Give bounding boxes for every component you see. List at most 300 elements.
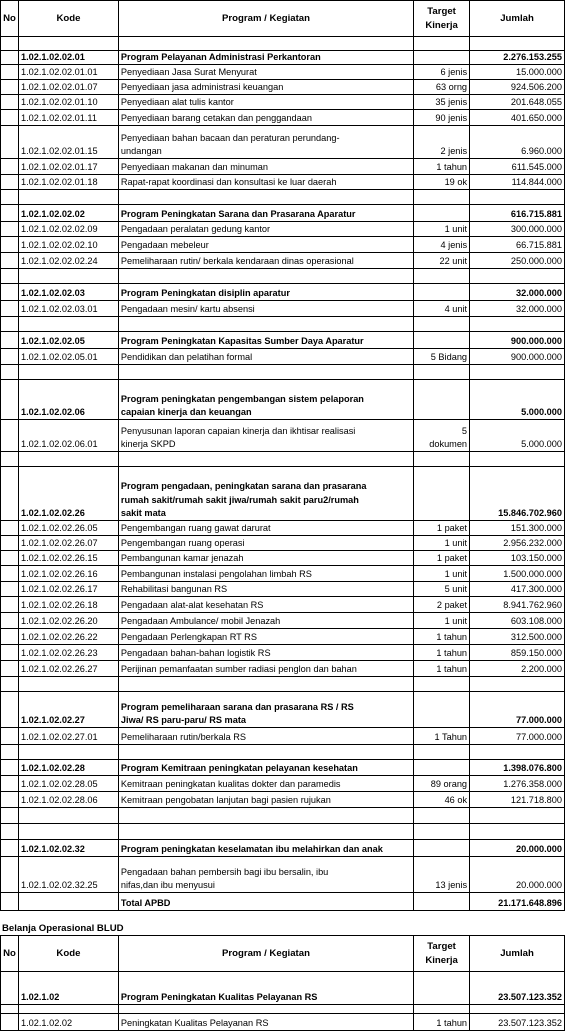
cell-no: [1, 37, 19, 51]
activity-row: [1, 126, 565, 159]
activity-row: [1, 349, 565, 365]
cell-jumlah: 900.000.000: [470, 349, 565, 365]
activity-row: [1, 317, 565, 332]
cell-kode: 1.02.1.02.02.06.01: [18, 420, 118, 452]
cell-program: Program Peningkatan Kualitas Pelayanan RS: [118, 972, 413, 1005]
cell-kode: 1.02.1.02.02.02: [18, 205, 118, 222]
cell-no: [1, 110, 19, 126]
cell-target: 2 jenis: [414, 126, 470, 159]
program-row: [1, 893, 565, 911]
cell-jumlah: [470, 824, 565, 840]
cell-target: 90 jenis: [414, 110, 470, 126]
cell-jumlah: 6.960.000: [470, 126, 565, 159]
cell-target: [414, 190, 470, 205]
cell-target: [414, 824, 470, 840]
cell-kode: [18, 824, 118, 840]
cell-target: 1 paket: [414, 551, 470, 566]
cell-program: Pengadaan Ambulance/ mobil Jenazah: [118, 613, 413, 629]
cell-kode: 1.02.1.02.02.27.01: [18, 728, 118, 745]
cell-jumlah: 8.941.762.960: [470, 597, 565, 613]
cell-no: [1, 380, 19, 420]
cell-kode: 1.02.1.02.02.26.20: [18, 613, 118, 629]
activity-row: [1, 80, 565, 95]
cell-program: Program peningkatan keselamatan ibu melahirkan dan anak: [118, 840, 413, 857]
cell-jumlah: 32.000.000: [470, 301, 565, 317]
activity-row: [1, 776, 565, 792]
cell-kode: [18, 452, 118, 467]
cell-jumlah: [470, 677, 565, 692]
activity-row: [1, 677, 565, 692]
cell-no: [1, 1005, 19, 1014]
cell-jumlah: 401.650.000: [470, 110, 565, 126]
cell-kode: 1.02.1.02.02.05: [18, 332, 118, 349]
cell-program: Pengembangan ruang operasi: [118, 536, 413, 551]
cell-target: [414, 745, 470, 760]
cell-program: Rehabilitasi bangunan RS: [118, 582, 413, 597]
cell-jumlah: 1.398.076.800: [470, 760, 565, 776]
cell-kode: 1.02.1.02.02: [18, 1014, 118, 1031]
activity-row: [1, 745, 565, 760]
cell-jumlah: [470, 1005, 565, 1014]
cell-kode: 1.02.1.02.02.01.15: [18, 126, 118, 159]
cell-no: [1, 349, 19, 365]
cell-no: [1, 582, 19, 597]
header-target: Target Kinerja: [414, 1, 470, 37]
cell-target: [414, 51, 470, 65]
cell-no: [1, 284, 19, 301]
cell-program: [118, 317, 413, 332]
cell-jumlah: 5.000.000: [470, 420, 565, 452]
header-program: Program / Kegiatan: [118, 1, 413, 37]
cell-kode: [18, 365, 118, 380]
cell-jumlah: 900.000.000: [470, 332, 565, 349]
cell-kode: 1.02.1.02.02.02.10: [18, 237, 118, 253]
cell-no: [1, 332, 19, 349]
cell-no: [1, 629, 19, 645]
cell-no: [1, 728, 19, 745]
cell-jumlah: 151.300.000: [470, 521, 565, 536]
cell-program: Kemitraan peningkatan kualitas dokter dan paramedis: [118, 776, 413, 792]
cell-program: Penyediaan Jasa Surat Menyurat: [118, 65, 413, 80]
cell-jumlah: [470, 317, 565, 332]
cell-jumlah: 23.507.123.352: [470, 972, 565, 1005]
cell-no: [1, 269, 19, 284]
cell-kode: 1.02.1.02.02.01: [18, 51, 118, 65]
cell-no: [1, 692, 19, 728]
activity-row: [1, 629, 565, 645]
header-row: [1, 936, 565, 972]
cell-jumlah: 77.000.000: [470, 728, 565, 745]
cell-no: [1, 420, 19, 452]
cell-jumlah: 121.718.800: [470, 792, 565, 808]
program-row: [1, 332, 565, 349]
cell-kode: 1.02.1.02.02.03.01: [18, 301, 118, 317]
cell-program: Pengadaan peralatan gedung kantor: [118, 222, 413, 237]
cell-target: [414, 840, 470, 857]
cell-kode: 1.02.1.02: [18, 972, 118, 1005]
activity-row: [1, 551, 565, 566]
cell-no: [1, 301, 19, 317]
activity-row: [1, 1014, 565, 1031]
cell-jumlah: 77.000.000: [470, 692, 565, 728]
cell-kode: 1.02.1.02.02.26.22: [18, 629, 118, 645]
cell-no: [1, 51, 19, 65]
cell-jumlah: 616.715.881: [470, 205, 565, 222]
cell-kode: 1.02.1.02.02.06: [18, 380, 118, 420]
cell-target: 5 Bidang: [414, 349, 470, 365]
cell-no: [1, 80, 19, 95]
activity-row: [1, 808, 565, 824]
cell-program: Pengadaan alat-alat kesehatan RS: [118, 597, 413, 613]
cell-kode: 1.02.1.02.02.26.16: [18, 566, 118, 582]
cell-no: [1, 745, 19, 760]
cell-jumlah: 2.956.232.000: [470, 536, 565, 551]
cell-target: 5 unit: [414, 582, 470, 597]
activity-row: [1, 253, 565, 269]
cell-target: [414, 317, 470, 332]
cell-program: Pengadaan Perlengkapan RT RS: [118, 629, 413, 645]
cell-no: [1, 317, 19, 332]
cell-no: [1, 840, 19, 857]
cell-jumlah: [470, 37, 565, 51]
cell-jumlah: 114.844.000: [470, 175, 565, 190]
cell-target: 1 tahun: [414, 645, 470, 661]
cell-target: [414, 760, 470, 776]
activity-row: [1, 613, 565, 629]
cell-kode: 1.02.1.02.02.02.24: [18, 253, 118, 269]
program-row: [1, 284, 565, 301]
cell-target: 1 unit: [414, 566, 470, 582]
cell-target: 35 jenis: [414, 95, 470, 110]
cell-jumlah: 201.648.055: [470, 95, 565, 110]
cell-kode: [18, 37, 118, 51]
cell-kode: 1.02.1.02.02.01.10: [18, 95, 118, 110]
cell-jumlah: [470, 269, 565, 284]
cell-jumlah: 417.300.000: [470, 582, 565, 597]
cell-jumlah: [470, 365, 565, 380]
cell-jumlah: 611.545.000: [470, 159, 565, 175]
cell-kode: 1.02.1.02.02.26.07: [18, 536, 118, 551]
cell-no: [1, 972, 19, 1005]
cell-target: [414, 1005, 470, 1014]
cell-program: Rapat-rapat koordinasi dan konsultasi ke luar daerah: [118, 175, 413, 190]
cell-no: [1, 1014, 19, 1031]
activity-row: [1, 65, 565, 80]
cell-target: 4 unit: [414, 301, 470, 317]
cell-program: Total APBD: [118, 893, 413, 911]
cell-target: 22 unit: [414, 253, 470, 269]
program-row: [1, 205, 565, 222]
cell-no: [1, 467, 19, 521]
cell-kode: 1.02.1.02.02.32.25: [18, 857, 118, 893]
cell-kode: 1.02.1.02.02.26.15: [18, 551, 118, 566]
section-title-blud: Belanja Operasional BLUD: [2, 923, 124, 934]
cell-no: [1, 893, 19, 911]
cell-no: [1, 95, 19, 110]
cell-kode: 1.02.1.02.02.01.18: [18, 175, 118, 190]
cell-program: Pengembangan ruang gawat darurat: [118, 521, 413, 536]
cell-program: Penyediaan bahan bacaan dan peraturan perundang- undangan: [118, 126, 413, 159]
cell-program: [118, 745, 413, 760]
cell-target: 13 jenis: [414, 857, 470, 893]
activity-row: [1, 597, 565, 613]
cell-program: Program pemeliharaan sarana dan prasarana RS / RS Jiwa/ RS paru-paru/ RS mata: [118, 692, 413, 728]
program-row: [1, 972, 565, 1005]
cell-target: [414, 808, 470, 824]
cell-no: [1, 159, 19, 175]
cell-program: Program Pelayanan Administrasi Perkantoran: [118, 51, 413, 65]
cell-kode: 1.02.1.02.02.32: [18, 840, 118, 857]
cell-kode: [18, 190, 118, 205]
cell-program: Program peningkatan pengembangan sistem pelaporan capaian kinerja dan keuangan: [118, 380, 413, 420]
activity-row: [1, 420, 565, 452]
cell-no: [1, 808, 19, 824]
header-no: No: [1, 1, 19, 37]
program-row: [1, 37, 565, 51]
cell-no: [1, 190, 19, 205]
cell-program: [118, 808, 413, 824]
header-jumlah: Jumlah: [470, 936, 565, 972]
cell-program: Pengadaan bahan pembersih bagi ibu bersalin, ibu nifas,dan ibu menyusui: [118, 857, 413, 893]
cell-jumlah: 66.715.881: [470, 237, 565, 253]
cell-target: 1 paket: [414, 521, 470, 536]
activity-row: [1, 175, 565, 190]
cell-program: [118, 190, 413, 205]
cell-no: [1, 824, 19, 840]
cell-jumlah: 2.276.153.255: [470, 51, 565, 65]
cell-kode: 1.02.1.02.02.28: [18, 760, 118, 776]
cell-no: [1, 645, 19, 661]
cell-program: Pemeliharaan rutin/berkala RS: [118, 728, 413, 745]
cell-kode: 1.02.1.02.02.01.01: [18, 65, 118, 80]
cell-kode: 1.02.1.02.02.02.09: [18, 222, 118, 237]
cell-target: [414, 37, 470, 51]
activity-row: [1, 190, 565, 205]
cell-program: Kemitraan pengobatan lanjutan bagi pasien rujukan: [118, 792, 413, 808]
cell-target: [414, 692, 470, 728]
cell-no: [1, 452, 19, 467]
cell-kode: 1.02.1.02.02.26.27: [18, 661, 118, 677]
cell-jumlah: [470, 190, 565, 205]
cell-jumlah: 2.200.000: [470, 661, 565, 677]
cell-jumlah: 924.506.200: [470, 80, 565, 95]
cell-target: 1 tahun: [414, 159, 470, 175]
cell-target: [414, 269, 470, 284]
cell-target: [414, 677, 470, 692]
cell-target: 46 ok: [414, 792, 470, 808]
activity-row: [1, 1005, 565, 1014]
cell-no: [1, 237, 19, 253]
cell-kode: 1.02.1.02.02.26.17: [18, 582, 118, 597]
activity-row: [1, 857, 565, 893]
cell-jumlah: 15.000.000: [470, 65, 565, 80]
cell-jumlah: [470, 452, 565, 467]
header-kode: Kode: [18, 1, 118, 37]
cell-target: 1 unit: [414, 536, 470, 551]
cell-target: 63 orng: [414, 80, 470, 95]
cell-target: 19 ok: [414, 175, 470, 190]
cell-target: 1 tahun: [414, 629, 470, 645]
cell-jumlah: 312.500.000: [470, 629, 565, 645]
cell-kode: 1.02.1.02.02.26.18: [18, 597, 118, 613]
cell-no: [1, 536, 19, 551]
cell-no: [1, 760, 19, 776]
cell-program: Penyediaan alat tulis kantor: [118, 95, 413, 110]
budget-table-blud: [0, 935, 565, 1031]
cell-no: [1, 792, 19, 808]
cell-jumlah: 250.000.000: [470, 253, 565, 269]
cell-target: [414, 467, 470, 521]
cell-no: [1, 65, 19, 80]
cell-no: [1, 126, 19, 159]
cell-program: [118, 452, 413, 467]
cell-program: Program Peningkatan Kapasitas Sumber Daya Aparatur: [118, 332, 413, 349]
cell-no: [1, 175, 19, 190]
cell-jumlah: 21.171.648.896: [470, 893, 565, 911]
program-row: [1, 380, 565, 420]
cell-no: [1, 551, 19, 566]
cell-program: Penyusunan laporan capaian kinerja dan ikhtisar realisasi kinerja SKPD: [118, 420, 413, 452]
cell-target: [414, 365, 470, 380]
cell-target: 2 paket: [414, 597, 470, 613]
cell-program: Pengadaan mesin/ kartu absensi: [118, 301, 413, 317]
program-row: [1, 840, 565, 857]
program-row: [1, 760, 565, 776]
cell-program: Pendidikan dan pelatihan formal: [118, 349, 413, 365]
cell-no: [1, 365, 19, 380]
cell-jumlah: 23.507.123.352: [470, 1014, 565, 1031]
header-row: [1, 1, 565, 37]
cell-no: [1, 253, 19, 269]
header-jumlah: Jumlah: [470, 1, 565, 37]
cell-kode: [18, 745, 118, 760]
cell-kode: [18, 808, 118, 824]
cell-kode: 1.02.1.02.02.26: [18, 467, 118, 521]
cell-program: Program pengadaan, peningkatan sarana dan prasarana rumah sakit/rumah sakit jiwa/rumah sakit paru2/rumah sakit mata: [118, 467, 413, 521]
cell-jumlah: 20.000.000: [470, 840, 565, 857]
cell-target: [414, 332, 470, 349]
cell-jumlah: 859.150.000: [470, 645, 565, 661]
cell-no: [1, 613, 19, 629]
cell-kode: [18, 1005, 118, 1014]
cell-program: [118, 37, 413, 51]
cell-program: Pengadaan bahan-bahan logistik RS: [118, 645, 413, 661]
cell-jumlah: 1.500.000.000: [470, 566, 565, 582]
cell-target: 5 dokumen: [414, 420, 470, 452]
header-target: Target Kinerja: [414, 936, 470, 972]
cell-kode: 1.02.1.02.02.26.05: [18, 521, 118, 536]
activity-row: [1, 824, 565, 840]
cell-target: 1 Tahun: [414, 728, 470, 745]
cell-no: [1, 597, 19, 613]
header-no: No: [1, 936, 19, 972]
cell-program: [118, 365, 413, 380]
activity-row: [1, 452, 565, 467]
cell-target: [414, 205, 470, 222]
cell-target: 89 orang: [414, 776, 470, 792]
cell-program: Pembangunan instalasi pengolahan limbah RS: [118, 566, 413, 582]
cell-no: [1, 661, 19, 677]
cell-target: 1 unit: [414, 613, 470, 629]
cell-program: Program Kemitraan peningkatan pelayanan kesehatan: [118, 760, 413, 776]
activity-row: [1, 365, 565, 380]
cell-program: Penyediaan makanan dan minuman: [118, 159, 413, 175]
cell-target: [414, 380, 470, 420]
cell-kode: 1.02.1.02.02.01.07: [18, 80, 118, 95]
cell-program: Peningkatan Kualitas Pelayanan RS: [118, 1014, 413, 1031]
activity-row: [1, 269, 565, 284]
cell-program: Pembangunan kamar jenazah: [118, 551, 413, 566]
cell-jumlah: 20.000.000: [470, 857, 565, 893]
cell-no: [1, 677, 19, 692]
cell-kode: [18, 269, 118, 284]
cell-kode: 1.02.1.02.02.05.01: [18, 349, 118, 365]
activity-row: [1, 645, 565, 661]
cell-kode: 1.02.1.02.02.27: [18, 692, 118, 728]
activity-row: [1, 159, 565, 175]
cell-no: [1, 205, 19, 222]
cell-jumlah: 32.000.000: [470, 284, 565, 301]
activity-row: [1, 95, 565, 110]
cell-kode: 1.02.1.02.02.01.11: [18, 110, 118, 126]
cell-program: [118, 677, 413, 692]
activity-row: [1, 661, 565, 677]
cell-target: 1 tahun: [414, 661, 470, 677]
cell-jumlah: 300.000.000: [470, 222, 565, 237]
activity-row: [1, 582, 565, 597]
cell-program: Program Peningkatan disiplin aparatur: [118, 284, 413, 301]
cell-program: Program Peningkatan Sarana dan Prasarana Aparatur: [118, 205, 413, 222]
cell-target: 1 unit: [414, 222, 470, 237]
cell-kode: [18, 317, 118, 332]
activity-row: [1, 237, 565, 253]
cell-program: Penyediaan jasa administrasi keuangan: [118, 80, 413, 95]
cell-kode: 1.02.1.02.02.01.17: [18, 159, 118, 175]
activity-row: [1, 566, 565, 582]
cell-target: 6 jenis: [414, 65, 470, 80]
cell-target: 4 jenis: [414, 237, 470, 253]
cell-kode: 1.02.1.02.02.03: [18, 284, 118, 301]
cell-no: [1, 857, 19, 893]
cell-target: [414, 893, 470, 911]
activity-row: [1, 792, 565, 808]
cell-program: [118, 824, 413, 840]
cell-jumlah: [470, 745, 565, 760]
cell-kode: 1.02.1.02.02.28.06: [18, 792, 118, 808]
activity-row: [1, 301, 565, 317]
cell-program: [118, 1005, 413, 1014]
header-kode: Kode: [18, 936, 118, 972]
cell-program: Perijinan pemanfaatan sumber radiasi penglon dan bahan: [118, 661, 413, 677]
activity-row: [1, 110, 565, 126]
cell-kode: 1.02.1.02.02.28.05: [18, 776, 118, 792]
cell-no: [1, 566, 19, 582]
program-row: [1, 467, 565, 521]
activity-row: [1, 728, 565, 745]
cell-jumlah: [470, 808, 565, 824]
cell-target: 1 tahun: [414, 1014, 470, 1031]
cell-program: Penyediaan barang cetakan dan penggandaan: [118, 110, 413, 126]
activity-row: [1, 536, 565, 551]
activity-row: [1, 521, 565, 536]
cell-program: Pemeliharaan rutin/ berkala kendaraan dinas operasional: [118, 253, 413, 269]
cell-jumlah: 15.846.702.960: [470, 467, 565, 521]
cell-program: Pengadaan mebeleur: [118, 237, 413, 253]
header-program: Program / Kegiatan: [118, 936, 413, 972]
cell-no: [1, 521, 19, 536]
cell-target: [414, 972, 470, 1005]
cell-kode: 1.02.1.02.02.26.23: [18, 645, 118, 661]
